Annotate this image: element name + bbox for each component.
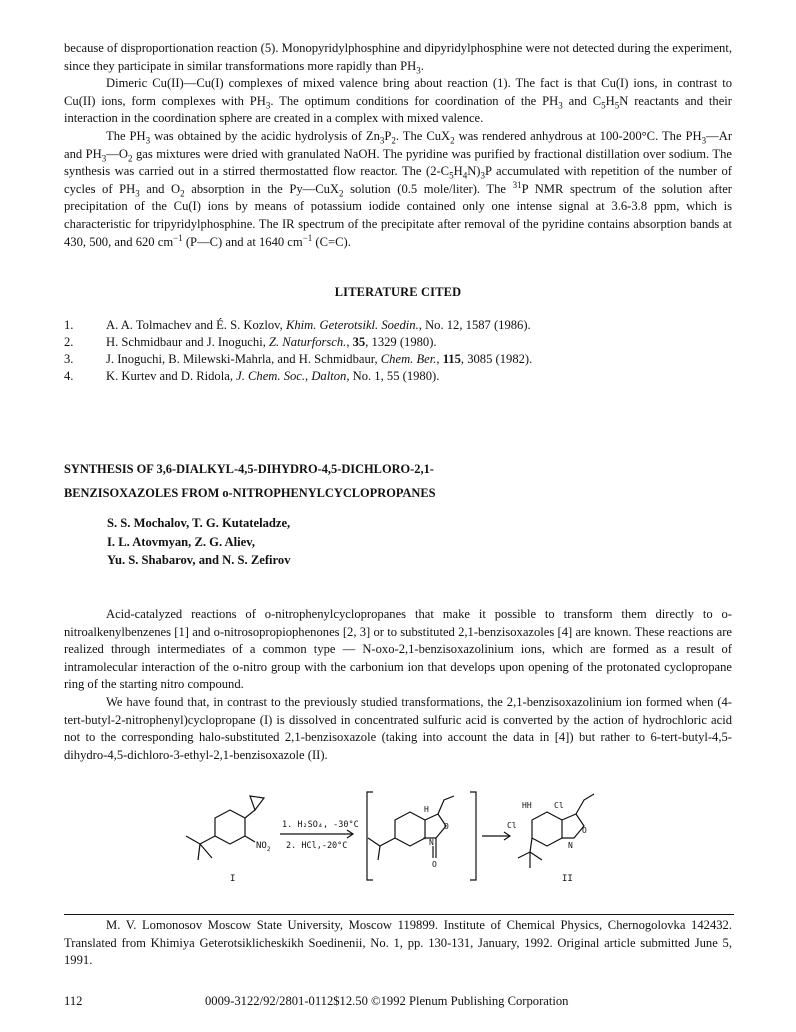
condition-step-1: 1. H₂SO₄, -30°C: [282, 820, 359, 830]
literature-heading: LITERATURE CITED: [334, 285, 462, 299]
svg-text:H: H: [424, 805, 429, 814]
article-body: [64, 606, 732, 764]
svg-text:O: O: [432, 860, 437, 869]
paragraph-1: because of disproportionation reaction (5). Monopyridylphosphine and dipyridylphosphine were not detected during the experiment, since they participate in similar transformations more rapidly than $PH_3$.: [64, 41, 732, 76]
author-line: S. S. Mochalov, T. G. Kutateladze,: [107, 516, 291, 530]
paragraph-3: The $PH_3$ was obtained by the acidic hydrolysis of $Zn_3P_2$. The CuX$_2$ was rendered anhydrous at 100-200°C. The $PH_3—Ar$ and $PH_3—O_2$ gas mixtures were dried with granulated NaOH. The pyridine was purified by fractional distillation over sodium. The synthesis was carried out in a stirred thermostatted flow reactor. The $(2-C_5H_4N)_3P$ accumulated with repetition of the number of cycles of $PH_3$ and $O_2$ absorption in the Py—CuX$_2$ solution (0.5 mole/liter). The $^{31}$P NMR spectrum of the solution after precipitation of the Cu(I) ions by means of potassium iodide contained only one intense signal at 3.6-3.8 ppm, which is characteristic for tripyridylphosphine. The IR spectrum of the precipitate after removal of the pyridine contains absorption bands at 430, 500, and 620 $cm^{-1}$ (P—C) and at 1640 $cm^{-1}$ (C=C).: [64, 128, 733, 249]
reaction-arrow: [280, 820, 359, 851]
author-line: Yu. S. Shabarov, and N. S. Zefirov: [107, 553, 291, 567]
condition-step-2: 2. HCl,-20°C: [286, 841, 348, 851]
label-I: I: [230, 874, 236, 884]
footnote-divider: [64, 914, 734, 915]
body-text-top: [64, 40, 732, 251]
compound-II-structure: [507, 794, 594, 884]
reference-list: [64, 317, 732, 385]
compound-I-structure: [186, 796, 271, 884]
svg-text:N: N: [429, 838, 434, 847]
article-title-line-2: BENZISOXAZOLES FROM o-NITROPHENYLCYCLOPROPANES: [64, 486, 436, 500]
svg-text:O: O: [582, 826, 587, 835]
svg-text:+: +: [423, 834, 428, 842]
svg-text:O: O: [444, 822, 449, 831]
label-II: II: [562, 874, 573, 884]
article-title: [64, 457, 436, 505]
author-list: [107, 514, 291, 570]
issn-copyright-line: 0009-3122/92/2801-0112$12.50 ©1992 Plenum Publishing Corporation: [205, 994, 569, 1008]
reference-item: 3. J. Inoguchi, B. Milewski-Mahrla, and H. Schmidbaur, Chem. Ber., 115, 3085 (1982).: [64, 352, 533, 366]
intermediate-structure: [367, 792, 476, 880]
reference-item: 2. H. Schmidbaur and J. Inoguchi, Z. Naturforsch., 35, 1329 (1980).: [64, 335, 437, 349]
svg-text:Cl: Cl: [507, 821, 517, 830]
svg-text:HH: HH: [522, 801, 532, 810]
reference-item: 4. K. Kurtev and D. Ridola, J. Chem. Soc., Dalton, No. 1, 55 (1980).: [64, 369, 440, 383]
svg-text:NO2: $NO_2$: [256, 841, 271, 853]
reaction-scheme: [170, 786, 640, 886]
footnote-text: M. V. Lomonosov Moscow State University, Moscow 119899. Institute of Chemical Physics, Chernogolovka 142432. Translated from Khimiya Geterotsiklicheskikh Soedinenii, No. 1, pp. 130-131, January, 1992. Original article submitted June 5, 1991.: [64, 918, 732, 968]
article-paragraph-2: We have found that, in contrast to the previously studied transformations, the 2,1-benzisoxazolinium ion formed when (4-tert-butyl-2-nitrophenyl)cyclopropane (I) is dissolved in concentrated sulfuric acid is converted by the action of hydrochloric acid not to the corresponding halo-substituted 2,1-benzisoxazole (taking into account the data in [4]) but rather to 6-tert-butyl-4,5-dihydro-4,5-dichloro-3-ethyl-2,1-benzisoxazole (II).: [64, 694, 732, 762]
footnote: [64, 917, 732, 970]
svg-text:N: N: [568, 841, 573, 850]
article-paragraph-1: Acid-catalyzed reactions of o-nitrophenylcyclopropanes that make it possible to transform them directly to o-nitroalkenylbenzenes [1] and o-nitrosopropiophenones [2, 3] or to substituted 2,1-benzisoxazoles [4] are known. These reactions are realized through intermediates of a common type — N-oxo-2,1-benzisoxazolinium ions, which are formed as a result of intramolecular interaction of the o-nitro group with the carbonium ion that develops upon opening of the protonated cyclopropane ring of the starting nitro compound.: [64, 607, 732, 692]
author-line: I. L. Atovmyan, Z. G. Aliev,: [107, 534, 255, 549]
svg-text:Cl: Cl: [554, 801, 564, 810]
reference-item: 1. A. A. Tolmachev and É. S. Kozlov, Khim. Geterotsikl. Soedin., No. 12, 1587 (1986).: [64, 318, 531, 332]
article-title-line-1: SYNTHESIS OF 3,6-DIALKYL-4,5-DIHYDRO-4,5-DICHLORO-2,1-: [64, 462, 434, 476]
paragraph-2: Dimeric Cu(II)—Cu(I) complexes of mixed valence bring about reaction (1). The fact is that Cu(I) ions, in contrast to Cu(II) ions, form complexes with $PH_3$. The optimum conditions for coordination of the $PH_3$ and $C_5H_5N$ reactants and their interaction in the coordination sphere are created in a complex with mixed valence.: [64, 76, 732, 126]
page-number: 112: [64, 994, 83, 1008]
